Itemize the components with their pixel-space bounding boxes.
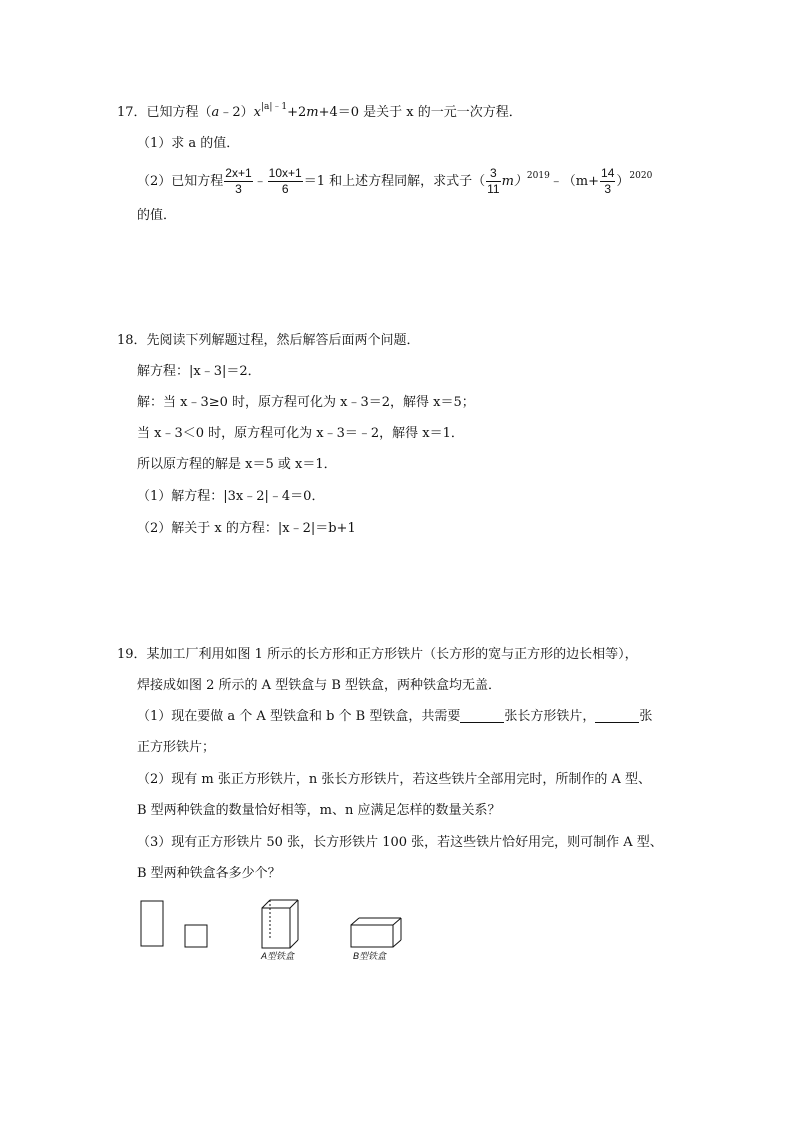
q17-var-a: a	[211, 105, 220, 120]
q19-line1: 19．某加工厂利用如图 1 所示的长方形和正方形铁片（长方形的宽与正方形的边长相等），	[117, 647, 638, 662]
q17-part2-mid: ＝1 和上述方程同解，求式子（	[303, 174, 486, 189]
q19-line2: 焊接成如图 2 所示的 A 型铁盒与 B 型铁盒，两种铁盒均无盖．	[137, 678, 502, 693]
q17-exponent: |a|﹣1	[260, 102, 288, 112]
fraction-denominator: 3	[604, 182, 612, 196]
fraction-denominator: 3	[235, 182, 242, 196]
q17-stem	[117, 103, 522, 123]
q17-part2-prefix: （2）已知方程	[137, 174, 224, 189]
q19-line3	[137, 707, 652, 727]
box-type-a	[262, 900, 298, 948]
q17-tail: +4＝0 是关于 x 的一元一次方程．	[318, 105, 522, 120]
answer-blank	[595, 708, 639, 723]
q17-var-x: x	[253, 105, 261, 120]
rectangle-sheet	[141, 901, 163, 946]
q18-line2: 解：当 x﹣3≥0 时，原方程可化为 x﹣3＝2，解得 x＝5；	[137, 395, 475, 410]
fraction-numerator: 14	[601, 166, 615, 180]
q17-exp-2020: 2020	[629, 171, 653, 181]
q19-line3-a: （1）现在要做 a 个 A 型铁盒和 b 个 B 型铁盒，共需要	[137, 709, 461, 724]
q17-minus: ﹣	[253, 174, 267, 189]
q17-var-m: m	[306, 105, 319, 120]
q17-prefix: 17．已知方程（	[117, 105, 212, 120]
q19-line8: B 型两种铁盒各多少个？	[137, 866, 281, 881]
q18-line1: 解方程：|x﹣3|＝2．	[137, 364, 261, 379]
box-type-b	[351, 918, 401, 947]
q19-line3-b: 张长方形铁片，	[504, 709, 596, 724]
fraction-2x1-over-3	[224, 166, 252, 197]
fraction-10x1-over-6	[268, 166, 303, 197]
q18-line5: （1）解方程：|3x﹣2|﹣4＝0．	[137, 489, 325, 504]
fraction-denominator: 11	[487, 182, 500, 196]
figure-iron-sheets-and-boxes	[130, 890, 420, 970]
q19-line3-c: 张	[639, 709, 653, 724]
q17-minus-open: ﹣（m+	[549, 174, 600, 189]
q18-title: 18．先阅读下列解题过程，然后解答后面两个问题．	[117, 333, 420, 348]
q17-plus: +2	[287, 105, 307, 120]
fraction-14-over-3	[600, 166, 615, 197]
q18-line6: （2）解关于 x 的方程：|x﹣2|＝b+1	[137, 521, 356, 536]
q17-minus2: ﹣2）	[219, 105, 254, 120]
label-box-a: A型铁盒	[261, 951, 295, 961]
q17-part1: （1）求 a 的值．	[137, 136, 240, 151]
q17-close: ）	[616, 174, 630, 189]
fraction-numerator: 2x+1	[225, 166, 252, 180]
q19-line6: B 型两种铁盒的数量恰好相等，m、n 应满足怎样的数量关系？	[137, 803, 501, 818]
q19-line5: （2）现有 m 张正方形铁片，n 张长方形铁片，若这些铁片全部用完时，所制作的 A 型、	[137, 772, 652, 787]
q19-line7: （3）现有正方形铁片 50 张，长方形铁片 100 张，若这些铁片恰好用完，则可制作 A 型、	[137, 835, 663, 850]
q19-line4: 正方形铁片；	[137, 740, 216, 755]
square-sheet	[185, 925, 207, 947]
q17-part2	[137, 164, 652, 200]
label-box-b: B型铁盒	[353, 951, 387, 961]
q18-line4: 所以原方程的解是 x＝5 或 x＝1．	[137, 457, 337, 472]
answer-blank	[460, 708, 504, 723]
q18-line3: 当 x﹣3＜0 时，原方程可化为 x﹣3＝﹣2，解得 x＝1．	[137, 426, 464, 441]
q17-part2-end: 的值．	[137, 208, 177, 223]
q17-exp-2019: 2019	[526, 171, 550, 181]
fraction-denominator: 6	[281, 182, 289, 196]
fraction-3-over-11	[486, 166, 500, 197]
q17-m-close: m）	[501, 174, 527, 189]
fraction-numerator: 10x+1	[268, 166, 302, 180]
fraction-numerator: 3	[486, 166, 500, 182]
